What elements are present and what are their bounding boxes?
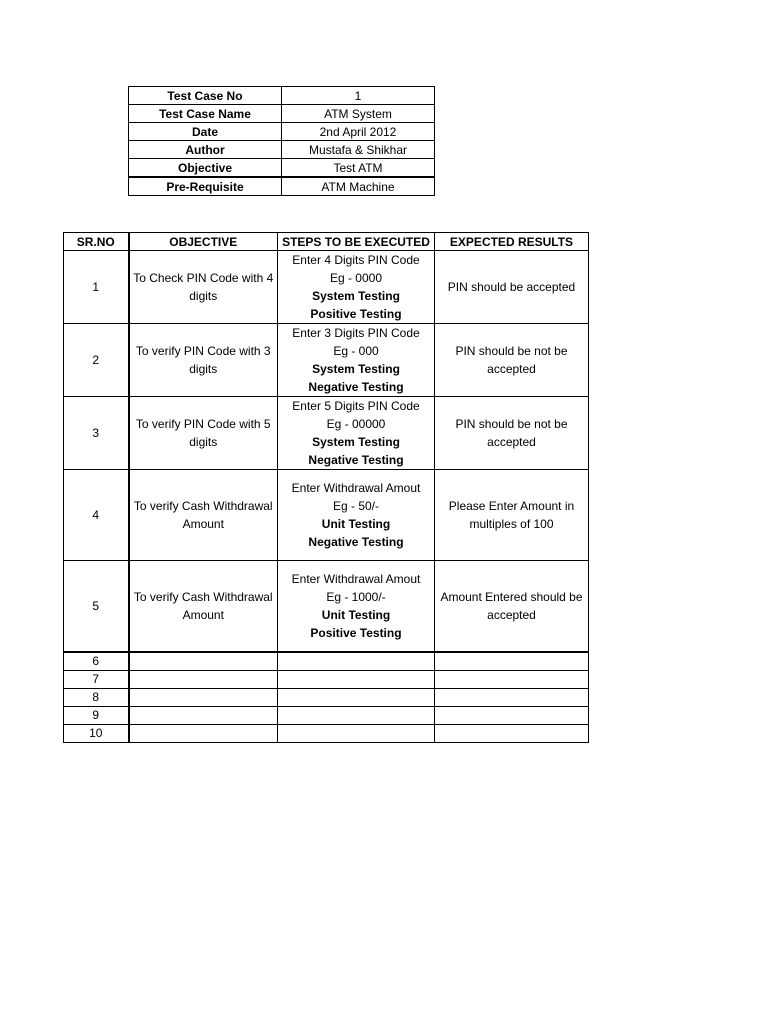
step-line: Negative Testing (308, 380, 404, 394)
case-expected: PIN should be not be accepted (435, 397, 589, 470)
case-steps (278, 324, 435, 397)
empty-cell (435, 706, 589, 724)
empty-row (64, 670, 589, 688)
meta-value: Test ATM (282, 159, 435, 178)
case-objective: To verify Cash Withdrawal Amount (129, 561, 278, 652)
case-steps (278, 397, 435, 470)
empty-row (64, 724, 589, 742)
meta-label: Pre-Requisite (129, 177, 282, 196)
case-number: 6 (64, 652, 129, 671)
step-line: Eg - 000 (333, 344, 379, 358)
empty-row (64, 706, 589, 724)
header-srno: SR.NO (64, 233, 129, 251)
header-row (64, 233, 589, 251)
case-expected: Please Enter Amount in multiples of 100 (435, 470, 589, 561)
case-steps (278, 251, 435, 324)
step-line: System Testing (312, 289, 400, 303)
case-row (64, 324, 589, 397)
empty-cell (435, 688, 589, 706)
empty-cell (129, 706, 278, 724)
step-line: Eg - 50/- (332, 499, 380, 513)
empty-cell (278, 670, 435, 688)
case-number: 1 (64, 251, 129, 324)
case-number: 9 (64, 706, 129, 724)
case-number: 3 (64, 397, 129, 470)
meta-row (129, 87, 435, 105)
empty-cell (278, 652, 435, 671)
meta-label: Objective (129, 159, 282, 178)
case-objective: To verify PIN Code with 5 digits (129, 397, 278, 470)
case-number: 5 (64, 561, 129, 652)
empty-cell (129, 724, 278, 742)
header-steps: STEPS TO BE EXECUTED (278, 233, 435, 251)
empty-cell (435, 724, 589, 742)
header-objective: OBJECTIVE (129, 233, 278, 251)
case-number: 2 (64, 324, 129, 397)
empty-cell (278, 706, 435, 724)
meta-label: Date (129, 123, 282, 141)
step-line: Unit Testing (321, 517, 391, 531)
test-cases-table (63, 232, 589, 743)
step-line: Enter 4 Digits PIN Code (292, 253, 420, 267)
case-expected: PIN should be not be accepted (435, 324, 589, 397)
empty-cell (435, 652, 589, 671)
empty-cell (129, 652, 278, 671)
empty-row (64, 652, 589, 671)
case-steps (278, 561, 435, 652)
case-objective: To Check PIN Code with 4 digits (129, 251, 278, 324)
meta-value: ATM System (282, 105, 435, 123)
step-line: Eg - 00000 (326, 417, 386, 431)
meta-value: 2nd April 2012 (282, 123, 435, 141)
step-line: Negative Testing (308, 535, 404, 549)
meta-label: Author (129, 141, 282, 159)
meta-label: Test Case Name (129, 105, 282, 123)
case-number: 7 (64, 670, 129, 688)
step-line: Enter 5 Digits PIN Code (292, 399, 420, 413)
empty-cell (129, 688, 278, 706)
empty-cell (278, 688, 435, 706)
header-expected: EXPECTED RESULTS (435, 233, 589, 251)
case-expected: PIN should be accepted (435, 251, 589, 324)
meta-row (129, 141, 435, 159)
step-line: System Testing (312, 435, 400, 449)
case-row (64, 251, 589, 324)
meta-value: Mustafa & Shikhar (282, 141, 435, 159)
case-objective: To verify Cash Withdrawal Amount (129, 470, 278, 561)
step-line: System Testing (312, 362, 400, 376)
step-line: Enter Withdrawal Amout (291, 481, 421, 495)
empty-row (64, 688, 589, 706)
meta-value: ATM Machine (282, 177, 435, 196)
test-case-info-table (128, 86, 435, 196)
meta-value: 1 (282, 87, 435, 105)
case-number: 4 (64, 470, 129, 561)
step-line: Eg - 0000 (329, 271, 383, 285)
step-line: Positive Testing (310, 625, 402, 640)
meta-row (129, 105, 435, 123)
case-steps (278, 470, 435, 561)
case-objective: To verify PIN Code with 3 digits (129, 324, 278, 397)
case-row (64, 397, 589, 470)
case-expected: Amount Entered should be accepted (435, 561, 589, 652)
step-line: Unit Testing (321, 607, 391, 622)
step-line: Positive Testing (310, 307, 402, 321)
empty-cell (435, 670, 589, 688)
step-line: Enter 3 Digits PIN Code (292, 326, 420, 340)
step-line: Eg - 1000/- (326, 589, 386, 604)
case-row (64, 470, 589, 561)
case-number: 8 (64, 688, 129, 706)
step-line: Negative Testing (308, 453, 404, 467)
empty-cell (278, 724, 435, 742)
empty-cell (129, 670, 278, 688)
step-line: Enter Withdrawal Amout (291, 571, 421, 586)
case-number: 10 (64, 724, 129, 742)
meta-label: Test Case No (129, 87, 282, 105)
meta-row (129, 177, 435, 196)
case-row (64, 561, 589, 652)
meta-row (129, 159, 435, 178)
meta-row (129, 123, 435, 141)
